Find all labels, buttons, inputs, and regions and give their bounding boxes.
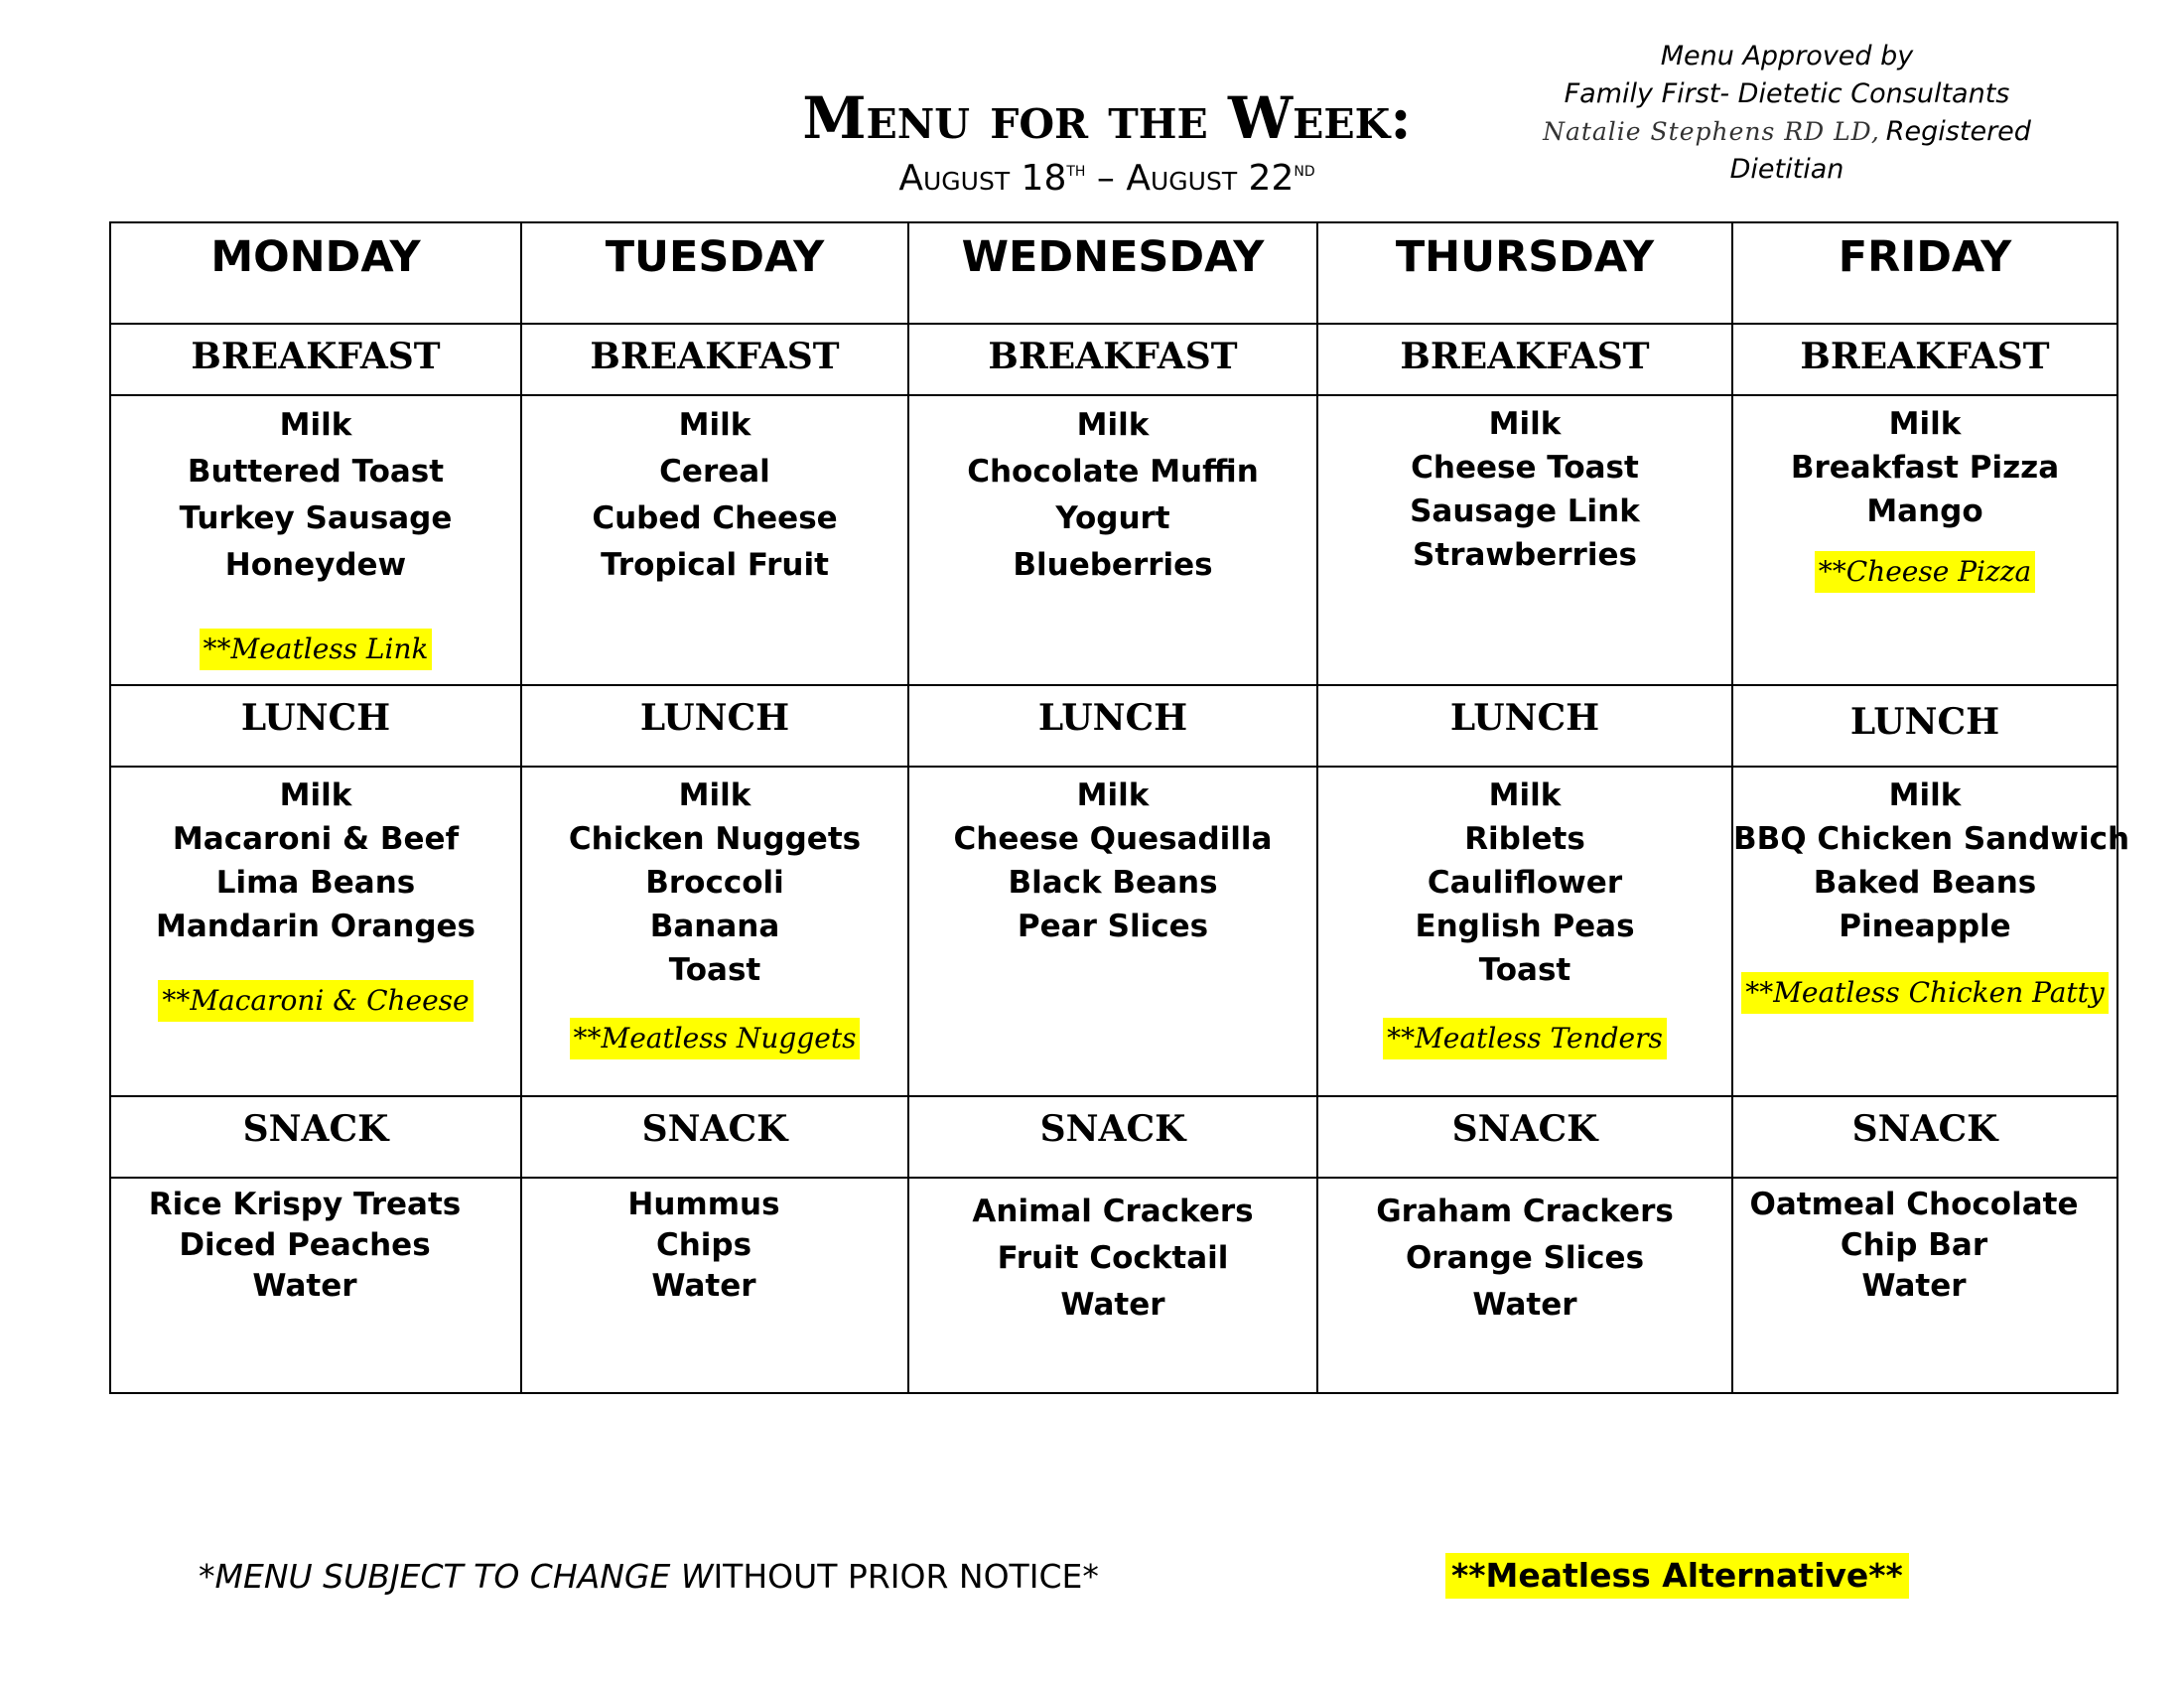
menu-item: Oatmeal Chocolate — [1749, 1187, 2079, 1222]
lunch-cell — [908, 767, 1317, 1096]
menu-item: Chocolate Muffin — [967, 454, 1259, 490]
meal-label: LUNCH — [521, 685, 908, 767]
meatless-alternative: **Meatless Link — [200, 629, 433, 670]
approval-line-3 — [1489, 113, 2085, 189]
lunch-cell — [110, 767, 521, 1096]
menu-item: Cereal — [659, 454, 770, 490]
snack-cell — [521, 1178, 908, 1393]
breakfast-label-row — [110, 324, 2117, 395]
menu-item: Turkey Sausage — [179, 500, 453, 536]
menu-item: Water — [1060, 1287, 1165, 1323]
menu-item: Milk — [1888, 777, 1962, 813]
breakfast-cell — [908, 395, 1317, 685]
approval-block — [1489, 38, 2085, 189]
meal-label: BREAKFAST — [110, 324, 521, 395]
menu-item: Riblets — [1464, 821, 1585, 857]
snack-row — [110, 1178, 2117, 1393]
menu-item: Milk — [1888, 406, 1962, 442]
meal-label: SNACK — [1732, 1096, 2117, 1178]
menu-item: Water — [252, 1268, 357, 1304]
date-start-suffix: th — [1066, 157, 1086, 181]
meal-label: BREAKFAST — [908, 324, 1317, 395]
approval-line-1: Menu Approved by — [1660, 41, 1914, 71]
menu-item: Macaroni & Beef — [172, 821, 460, 857]
meal-label: BREAKFAST — [521, 324, 908, 395]
menu-item: Mango — [1866, 493, 1983, 529]
meatless-alternative: **Cheese Pizza — [1815, 551, 2035, 593]
breakfast-row — [110, 395, 2117, 685]
meatless-legend: **Meatless Alternative** — [1445, 1553, 1909, 1599]
breakfast-cell — [521, 395, 908, 685]
breakfast-cell — [1317, 395, 1732, 685]
lunch-cell — [1732, 767, 2130, 1096]
day-header: TUESDAY — [521, 222, 908, 324]
menu-item: Sausage Link — [1410, 493, 1640, 529]
meal-label: SNACK — [521, 1096, 908, 1178]
lunch-label-row — [110, 685, 2117, 767]
breakfast-cell — [1732, 395, 2117, 685]
menu-item: Toast — [668, 952, 761, 988]
day-header-row — [110, 222, 2117, 324]
day-header: THURSDAY — [1317, 222, 1732, 324]
menu-item: Tropical Fruit — [601, 547, 829, 583]
snack-cell — [1732, 1178, 2117, 1393]
meatless-alternative: **Meatless Chicken Patty — [1741, 972, 2109, 1014]
day-header: MONDAY — [110, 222, 521, 324]
menu-item: Water — [1472, 1287, 1577, 1323]
menu-change-notice: *MENU SUBJECT TO CHANGE WITHOUT PRIOR NOTICE* — [199, 1557, 1099, 1596]
menu-item: Cheese Toast — [1411, 450, 1639, 486]
menu-item: Toast — [1478, 952, 1571, 988]
menu-item: Pineapple — [1839, 909, 2011, 944]
snack-label-row — [110, 1096, 2117, 1178]
menu-item: Broccoli — [645, 865, 784, 901]
menu-item: Lima Beans — [215, 865, 416, 901]
menu-item: Baked Beans — [1813, 865, 2037, 901]
menu-item: Orange Slices — [1405, 1240, 1645, 1276]
menu-item: Cauliflower — [1427, 865, 1623, 901]
menu-item: Milk — [678, 407, 751, 443]
menu-item: Milk — [1076, 777, 1150, 813]
menu-item: Graham Crackers — [1376, 1194, 1674, 1229]
meal-label: SNACK — [1317, 1096, 1732, 1178]
meal-label: LUNCH — [1732, 685, 2117, 767]
meal-label: LUNCH — [110, 685, 521, 767]
menu-item: BBQ Chicken Sandwich — [1733, 821, 2130, 857]
menu-item: Buttered Toast — [187, 454, 445, 490]
menu-item: Strawberries — [1413, 537, 1637, 573]
menu-item: Chip Bar — [1840, 1227, 1988, 1263]
day-header: FRIDAY — [1732, 222, 2117, 324]
dietitian-title: Registered Dietitian — [1729, 116, 2031, 185]
menu-item: Pear Slices — [1017, 909, 1209, 944]
date-range — [735, 147, 1479, 201]
menu-item: Chicken Nuggets — [568, 821, 862, 857]
meatless-alternative: **Meatless Nuggets — [570, 1018, 861, 1059]
menu-item: Milk — [279, 407, 352, 443]
menu-item: Diced Peaches — [179, 1227, 431, 1263]
day-header: WEDNESDAY — [908, 222, 1317, 324]
menu-item: Chips — [655, 1227, 752, 1263]
lunch-cell — [1317, 767, 1732, 1096]
menu-item: Milk — [279, 777, 352, 813]
snack-cell — [110, 1178, 521, 1393]
snack-cell — [908, 1178, 1317, 1393]
menu-item: Yogurt — [1055, 500, 1170, 536]
meal-label: BREAKFAST — [1732, 324, 2117, 395]
menu-item: Rice Krispy Treats — [148, 1187, 462, 1222]
menu-item: Honeydew — [224, 547, 407, 583]
menu-item: Milk — [1488, 406, 1562, 442]
meal-label: SNACK — [110, 1096, 521, 1178]
meatless-alternative: **Meatless Tenders — [1383, 1018, 1667, 1059]
page-title: Menu for the Week: — [802, 84, 1412, 152]
approval-line-2: Family First- Dietetic Consultants — [1564, 78, 2010, 109]
date-separator: – — [1085, 158, 1127, 199]
date-end-suffix: nd — [1294, 157, 1315, 181]
meal-label: LUNCH — [908, 685, 1317, 767]
menu-item: Mandarin Oranges — [155, 909, 477, 944]
menu-item: Animal Crackers — [972, 1194, 1254, 1229]
date-end: August 22 — [1126, 158, 1295, 199]
menu-item: Hummus — [627, 1187, 780, 1222]
weekly-menu-table — [109, 221, 2130, 1394]
lunch-cell — [521, 767, 908, 1096]
menu-item: English Peas — [1415, 909, 1635, 944]
meal-label: SNACK — [908, 1096, 1317, 1178]
menu-item: Water — [651, 1268, 756, 1304]
menu-item: Milk — [1488, 777, 1562, 813]
lunch-row — [110, 767, 2117, 1096]
snack-cell — [1317, 1178, 1732, 1393]
date-start: August 18 — [898, 158, 1067, 199]
menu-item: Blueberries — [1013, 547, 1213, 583]
meal-label: LUNCH — [1317, 685, 1732, 767]
meal-label: BREAKFAST — [1317, 324, 1732, 395]
menu-item: Banana — [649, 909, 780, 944]
menu-item: Cubed Cheese — [592, 500, 838, 536]
breakfast-cell — [110, 395, 521, 685]
menu-item: Water — [1861, 1268, 1967, 1304]
menu-item: Black Beans — [1008, 865, 1218, 901]
menu-item: Milk — [678, 777, 751, 813]
meatless-alternative: **Macaroni & Cheese — [158, 980, 473, 1022]
menu-item: Breakfast Pizza — [1790, 450, 2060, 486]
dietitian-signature: Natalie Stephens RD LD, — [1543, 117, 1880, 146]
menu-item: Milk — [1076, 407, 1150, 443]
menu-item: Fruit Cocktail — [997, 1240, 1229, 1276]
menu-item: Cheese Quesadilla — [953, 821, 1273, 857]
